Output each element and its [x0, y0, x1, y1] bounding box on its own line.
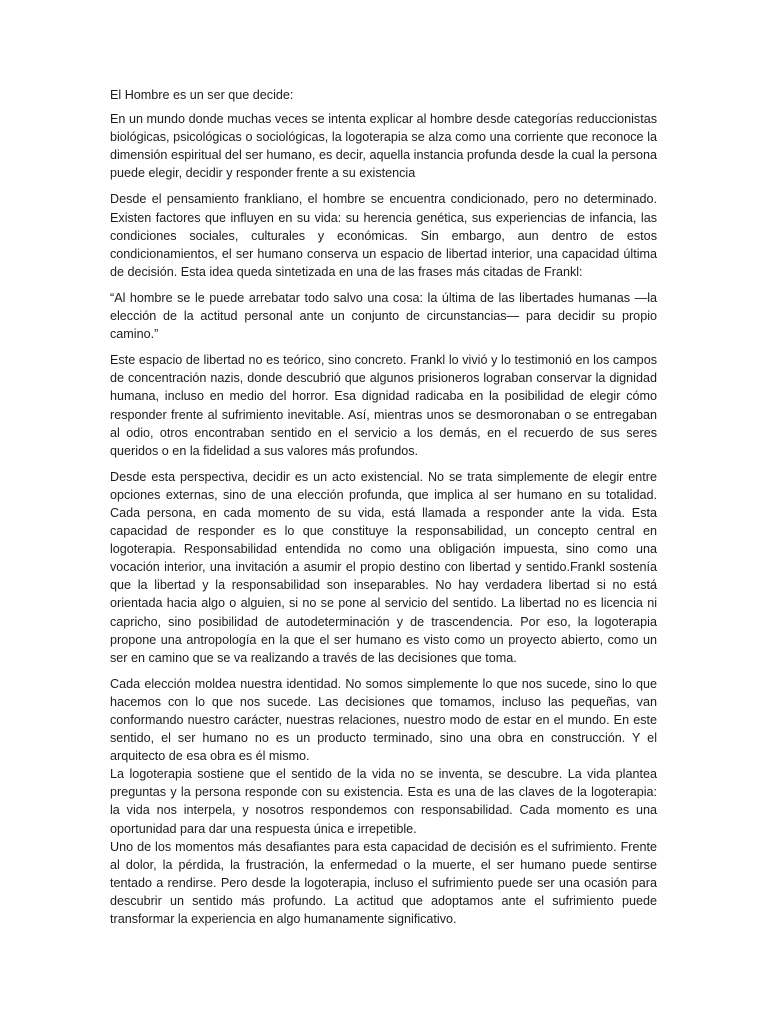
paragraph-sentido: La logoterapia sostiene que el sentido de la vida no se inventa, se descubre. La vida plantea preguntas y la persona responde con su existencia. Esta es una de las claves de la logoterapia: la vida nos interpela, y nosotros respondemos con responsabilidad. Cada momento es una oportunidad para dar una respuesta única e irrepetible.	[110, 767, 657, 836]
paragraph-libertad: Este espacio de libertad no es teórico, sino concreto. Frankl lo vivió y lo testimonió en los campos de concentración nazis, donde descubrió que algunos prisioneros lograban conservar la dignidad humana, incluso en medio del horror. Esa dignidad radicaba en la posibilidad de elegir cómo responder frente al sufrimiento inevitable. Así, mientras unos se desmoronaban o se entregaban al odio, otros encontraban sentido en el servicio a los demás, en el recuerdo de sus seres queridos o en la fidelidad a sus valores más profundos.	[110, 353, 657, 458]
document-heading: El Hombre es un ser que decide:	[110, 88, 294, 102]
paragraph-sufrimiento: Uno de los momentos más desafiantes para esta capacidad de decisión es el sufrimiento. Frente al dolor, la pérdida, la frustración, la enfermedad o la muerte, el ser humano puede sentirse tentado a rendirse. Pero desde la logoterapia, incluso el sufrimiento puede ser una ocasión para descubrir un sentido más profundo. La actitud que adoptamos ante el sufrimiento puede transformar la experiencia en algo humanamente significativo.	[110, 839, 657, 927]
paragraph-perspectiva: Desde esta perspectiva, decidir es un acto existencial. No se trata simplemente de elegir entre opciones externas, sino de una elección profunda, que implica al ser humano en su totalidad. Cada persona, en cada momento de su vida, está llamada a responder ante la vida. Esta capacidad de responder es lo que constituye la responsabilidad, un concepto central en logoterapia. Responsabilidad entendida no como una obligación impuesta, sino como una vocación interior, una invitación a asumir el propio destino con libertad y sentido.Frankl sostenía que la libertad y la responsabilidad son inseparables. No hay verdadera libertad si no está orientada hacia algo o alguien, si no se pone al servicio del sentido. La libertad no es licencia ni capricho, sino posibilidad de autodeterminación y de trascendencia. Por eso, la logoterapia propone una antropología en la que el ser humano es visto como un proyecto abierto, como un ser en camino que se va realizando a través de las decisiones que toma.	[110, 469, 657, 665]
paragraph-intro: En un mundo donde muchas veces se intenta explicar al hombre desde categorías reduccionistas biológicas, psicológicas o sociológicas, la logoterapia se alza como una corriente que reconoce la dimensión espiritual del ser humano, es decir, aquella instancia profunda desde la cual la persona puede elegir, decidir y responder frente a su existencia	[110, 112, 657, 181]
paragraph-frankliano: Desde el pensamiento frankliano, el hombre se encuentra condicionado, pero no determinado. Existen factores que influyen en su vida: su herencia genética, sus experiencias de infancia, las condiciones sociales, culturales y económicas. Sin embargo, aun dentro de estos condicionamientos, el ser humano conserva un espacio de libertad interior, una capacidad última de decisión. Esta idea queda sintetizada en una de las frases más citadas de Frankl:	[110, 192, 657, 279]
paragraph-eleccion: Cada elección moldea nuestra identidad. No somos simplemente lo que nos sucede, sino lo que hacemos con lo que nos sucede. Las decisiones que tomamos, incluso las pequeñas, van conformando nuestro carácter, nuestras relaciones, nuestro modo de estar en el mundo. En este sentido, el ser humano no es un producto terminado, sino una obra en construcción. Y el arquitecto de esa obra es él mismo.	[110, 676, 657, 764]
paragraph-quote: “Al hombre se le puede arrebatar todo salvo una cosa: la última de las libertades humanas —la elección de la actitud personal ante un conjunto de circunstancias— para decidir su propio camino.”	[110, 290, 657, 342]
document-page	[110, 86, 657, 928]
